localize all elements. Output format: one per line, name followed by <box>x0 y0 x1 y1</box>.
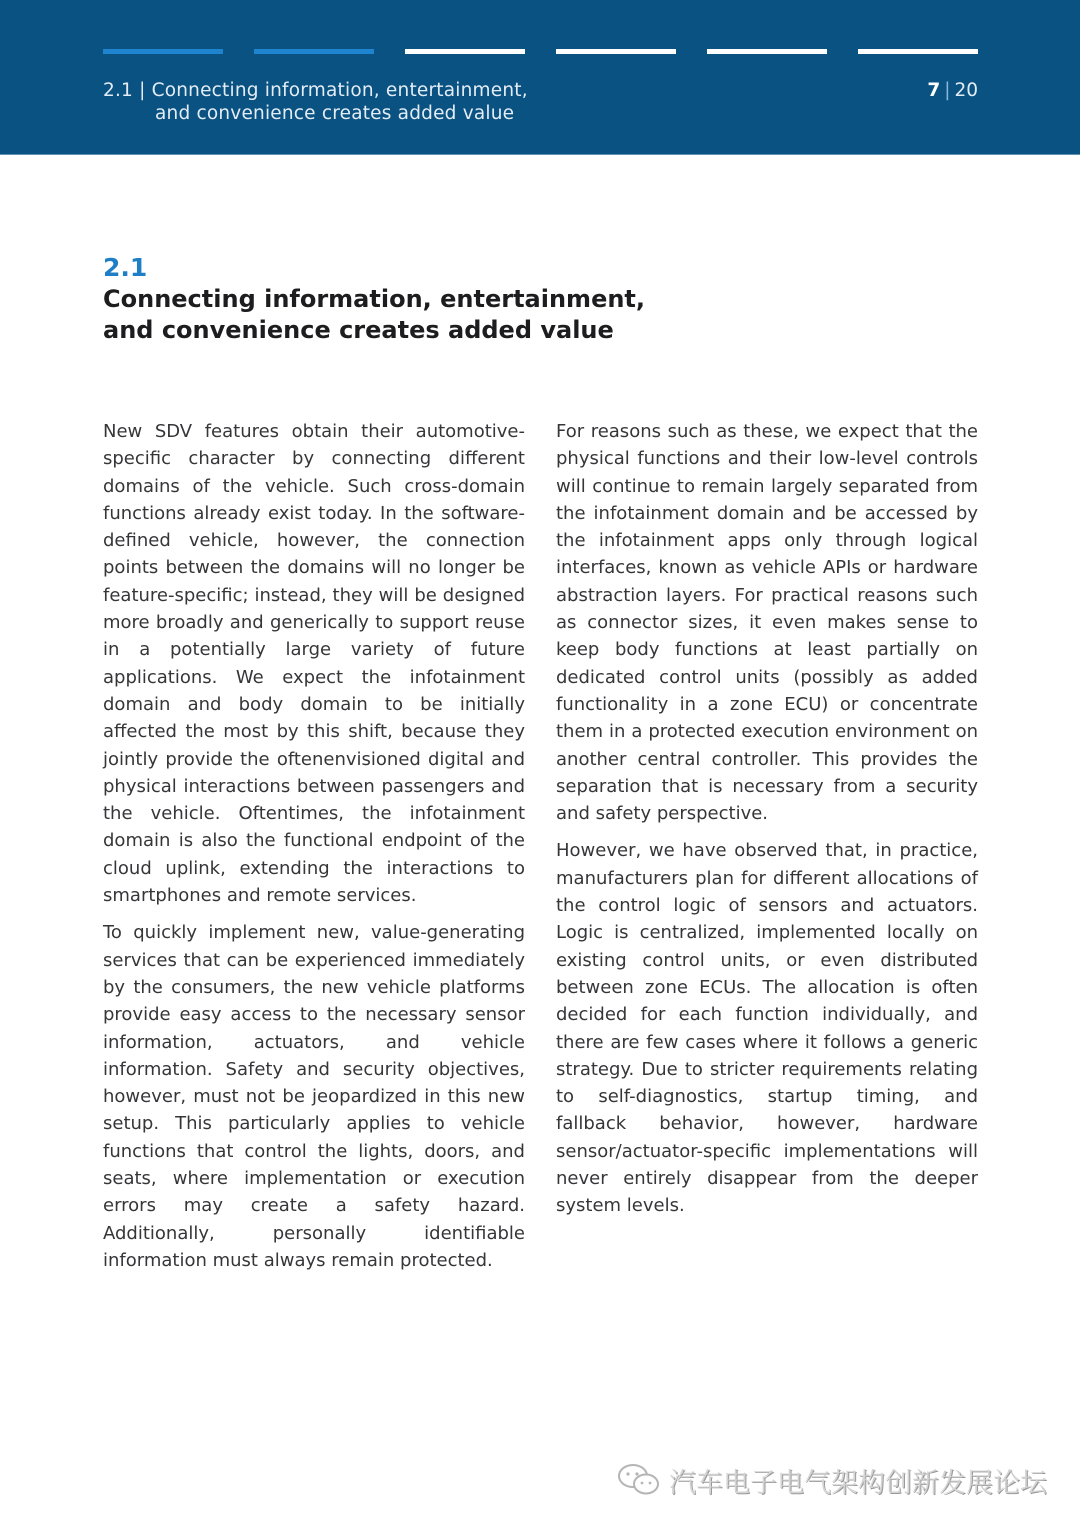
section-number: 2.1 <box>103 253 148 282</box>
section-title-line1: Connecting information, entertainment, <box>103 285 646 313</box>
section-title <box>103 284 645 346</box>
page-separator: | <box>944 80 951 101</box>
progress-segment-6 <box>858 49 978 54</box>
progress-segment-3 <box>405 49 525 54</box>
section-title-line2: and convenience creates added value <box>103 316 614 344</box>
running-title-line2: and convenience creates added value <box>155 103 515 124</box>
running-title <box>103 79 528 125</box>
paragraph: However, we have observed that, in practice, manufacturers plan for different allocations of the control logic of sensors and actuators. Logic is centralized, implemented locally on existing control units, or even distributed between zone ECUs. The allocation is often decided for each function individually, and there are few cases where it follows a generic strategy. Due to stricter requirements relating to self-diagnostics, startup timing, and fallback behavior, however, hardware sensor/actuator-specific implementations will never entirely disappear from the deeper system levels. <box>556 840 978 1217</box>
page-total: 20 <box>954 80 978 101</box>
paragraph: For reasons such as these, we expect that the physical functions and their low-level controls will continue to remain largely separated from the infotainment domain and be accessed by the infotainment apps only through logical interfaces, known as vehicle APIs or hardware abstraction layers. For practical reasons such as connector sizes, it even makes sense to keep body functions at least partially on dedicated control units (possibly as added functionality in a zone ECU) or concentrate them in a protected execution environment on another central controller. This provides the separation that is necessary from a security and safety perspective. <box>556 421 978 825</box>
progress-segment-5 <box>707 49 827 54</box>
page-current: 7 <box>927 80 941 101</box>
page-header <box>0 0 1080 155</box>
left-column <box>103 418 525 1284</box>
watermark <box>617 1460 1047 1500</box>
paragraph: To quickly implement new, value-generating services that can be experienced immediately by the consumers, the new vehicle platforms provide easy access to the necessary sensor information, actuators, and vehicle information. Safety and security objectives, however, must not be jeopardized in this new setup. This particularly applies to vehicle functions that control the lights, doors, and seats, where implementation or execution errors may create a safety hazard. Additionally, personally identifiable information must always remain protected. <box>103 922 525 1271</box>
progress-segment-4 <box>556 49 676 54</box>
wechat-icon <box>617 1463 661 1497</box>
running-title-line1: 2.1 | Connecting information, entertainment, <box>103 80 528 101</box>
right-column <box>556 418 978 1230</box>
watermark-text: 汽车电子电气架构创新发展论坛 <box>669 1467 1047 1499</box>
page-number <box>927 79 978 102</box>
progress-segment-2 <box>254 49 374 54</box>
progress-segment-1 <box>103 49 223 54</box>
paragraph: New SDV features obtain their automotive-specific character by connecting different domains of the vehicle. Such cross-domain functions already exist today. In the software-defined vehicle, however, the connection points between the domains will no longer be feature-specific; instead, they will be designed more broadly and generically to support reuse in a potentially large variety of future applications. We expect the infotainment domain and body domain to be initially affected the most by this shift, because they jointly provide the oftenenvisioned digital and physical interactions between passengers and the vehicle. Oftentimes, the infotainment domain is also the functional endpoint of the cloud uplink, extending the interactions to smartphones and remote services. <box>103 421 525 907</box>
